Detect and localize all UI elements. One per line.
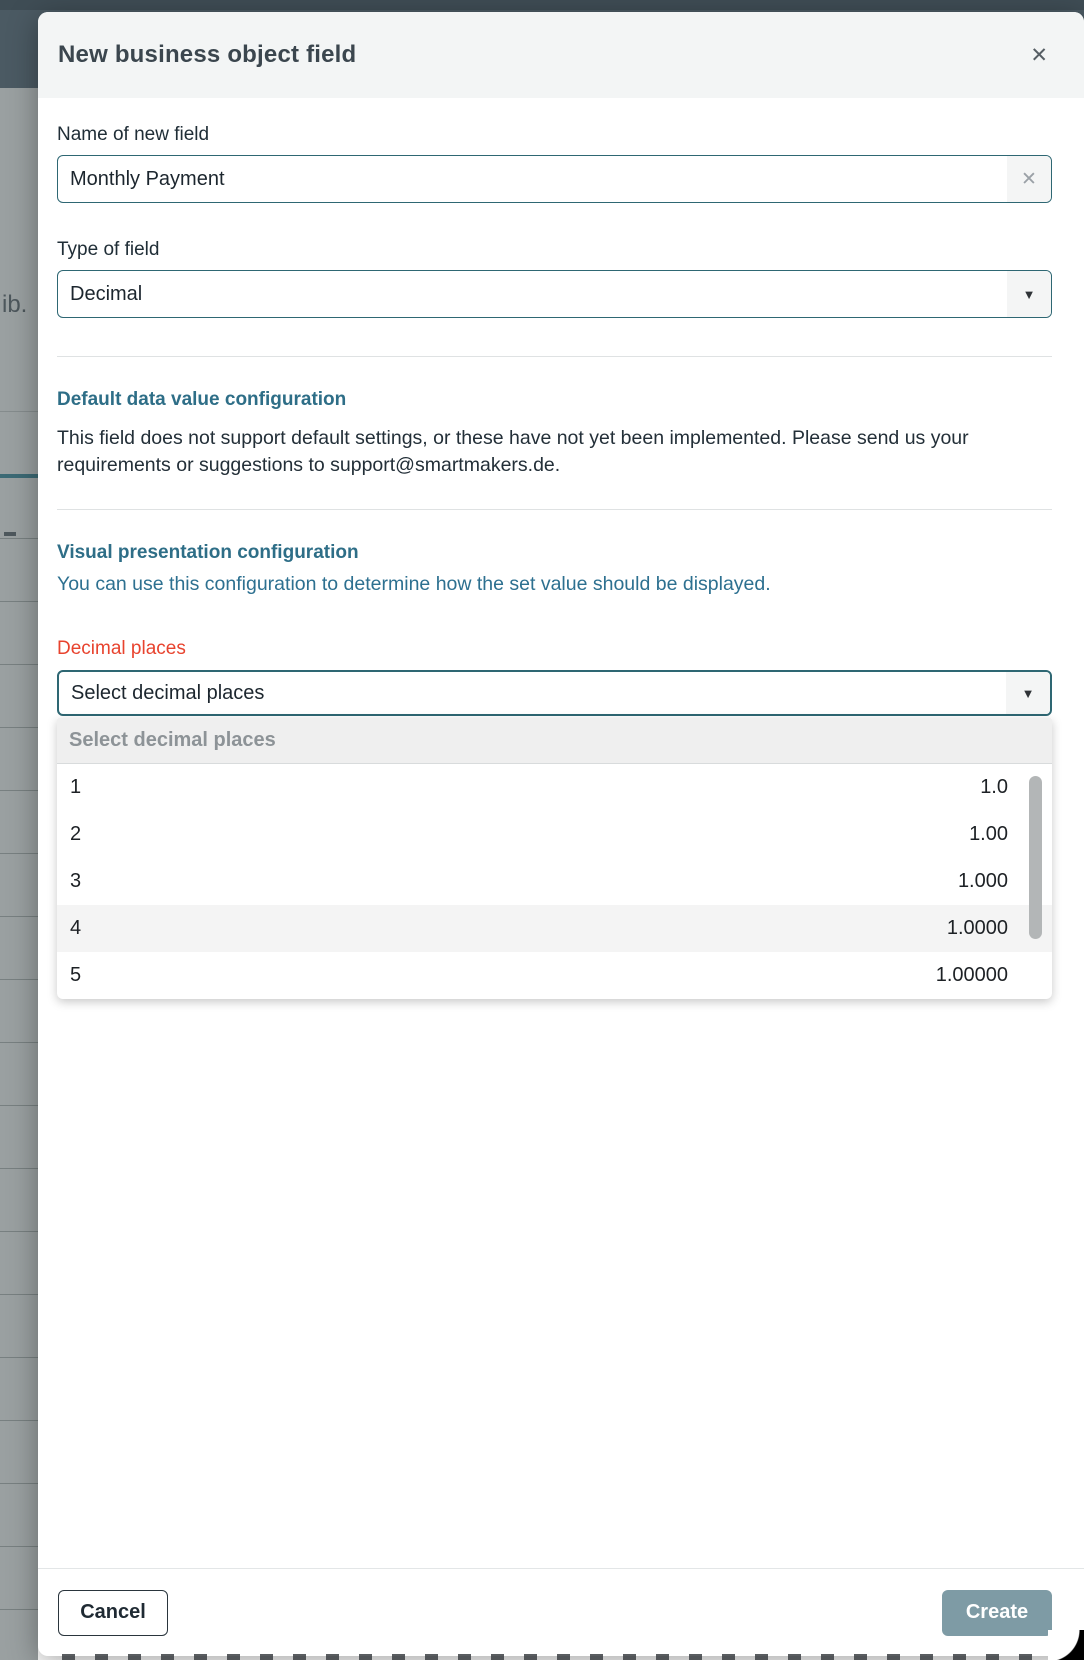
create-button[interactable]: Create — [942, 1590, 1052, 1636]
cancel-button[interactable]: Cancel — [58, 1590, 168, 1636]
section-divider — [57, 509, 1052, 510]
name-input[interactable] — [58, 156, 1007, 202]
background-table-line — [0, 411, 38, 412]
name-input-box — [57, 155, 1052, 203]
dropdown-option-5[interactable] — [57, 952, 1052, 999]
modal-title: New business object field — [58, 41, 357, 68]
dropdown-options — [57, 764, 1052, 999]
option-label: 4 — [70, 917, 82, 939]
type-field-label: Type of field — [57, 239, 160, 260]
dropdown-option-1[interactable] — [57, 764, 1052, 811]
modal-footer — [38, 1568, 1084, 1656]
type-select-caret[interactable] — [1007, 271, 1051, 317]
name-clear-button[interactable] — [1007, 156, 1051, 202]
decimal-select-wrap — [57, 670, 1052, 986]
chevron-down-icon: ▼ — [1022, 286, 1036, 302]
option-label: 3 — [70, 870, 82, 892]
default-config-heading: Default data value configuration — [57, 389, 347, 410]
option-label: 5 — [70, 964, 82, 986]
section-divider — [57, 356, 1052, 357]
dropdown-option-4[interactable] — [57, 905, 1052, 952]
dropdown-option-2[interactable] — [57, 811, 1052, 858]
dropdown-scrollbar[interactable] — [1029, 776, 1042, 939]
background-clipped-text: ib. — [2, 291, 28, 318]
dropdown-option-3[interactable] — [57, 858, 1052, 905]
background-tab-fragment — [4, 532, 16, 536]
name-field-label: Name of new field — [57, 124, 210, 145]
decimal-select[interactable] — [57, 670, 1052, 716]
clear-icon: ✕ — [1021, 168, 1037, 190]
option-label: 1 — [70, 776, 82, 798]
option-preview: 1.0000 — [946, 917, 1008, 939]
decimal-dropdown-panel — [57, 718, 1052, 999]
new-field-modal — [38, 12, 1084, 1656]
option-label: 2 — [70, 823, 82, 845]
visual-config-heading: Visual presentation configuration — [57, 542, 359, 563]
default-config-text: This field does not support default settings, or these have not yet been implemented. Please send us your requirements or suggestions to support@smartmakers.de. — [57, 427, 969, 476]
dropdown-header: Select decimal places — [57, 718, 1052, 764]
option-preview: 1.000 — [957, 870, 1008, 892]
modal-header — [38, 12, 1084, 98]
option-preview: 1.00000 — [935, 964, 1008, 986]
background-tab-underline — [0, 474, 38, 478]
window-corner-artifact — [1048, 1630, 1084, 1660]
decimal-places-label: Decimal places — [57, 638, 186, 659]
option-preview: 1.00 — [969, 823, 1008, 845]
chevron-down-icon: ▼ — [1021, 685, 1035, 701]
type-select-value: Decimal — [70, 282, 143, 305]
decimal-select-caret[interactable] — [1006, 672, 1050, 714]
visual-config-subtext: You can use this configuration to determine how the set value should be displayed. — [57, 573, 771, 595]
type-select[interactable] — [57, 270, 1052, 318]
decimal-select-value: Select decimal places — [71, 681, 265, 704]
close-icon[interactable]: ✕ — [1030, 43, 1048, 67]
clipped-text-artifact — [62, 1654, 1052, 1660]
background-table-rows — [0, 538, 38, 1660]
modal-body — [38, 98, 1084, 1568]
option-preview: 1.0 — [980, 776, 1008, 798]
